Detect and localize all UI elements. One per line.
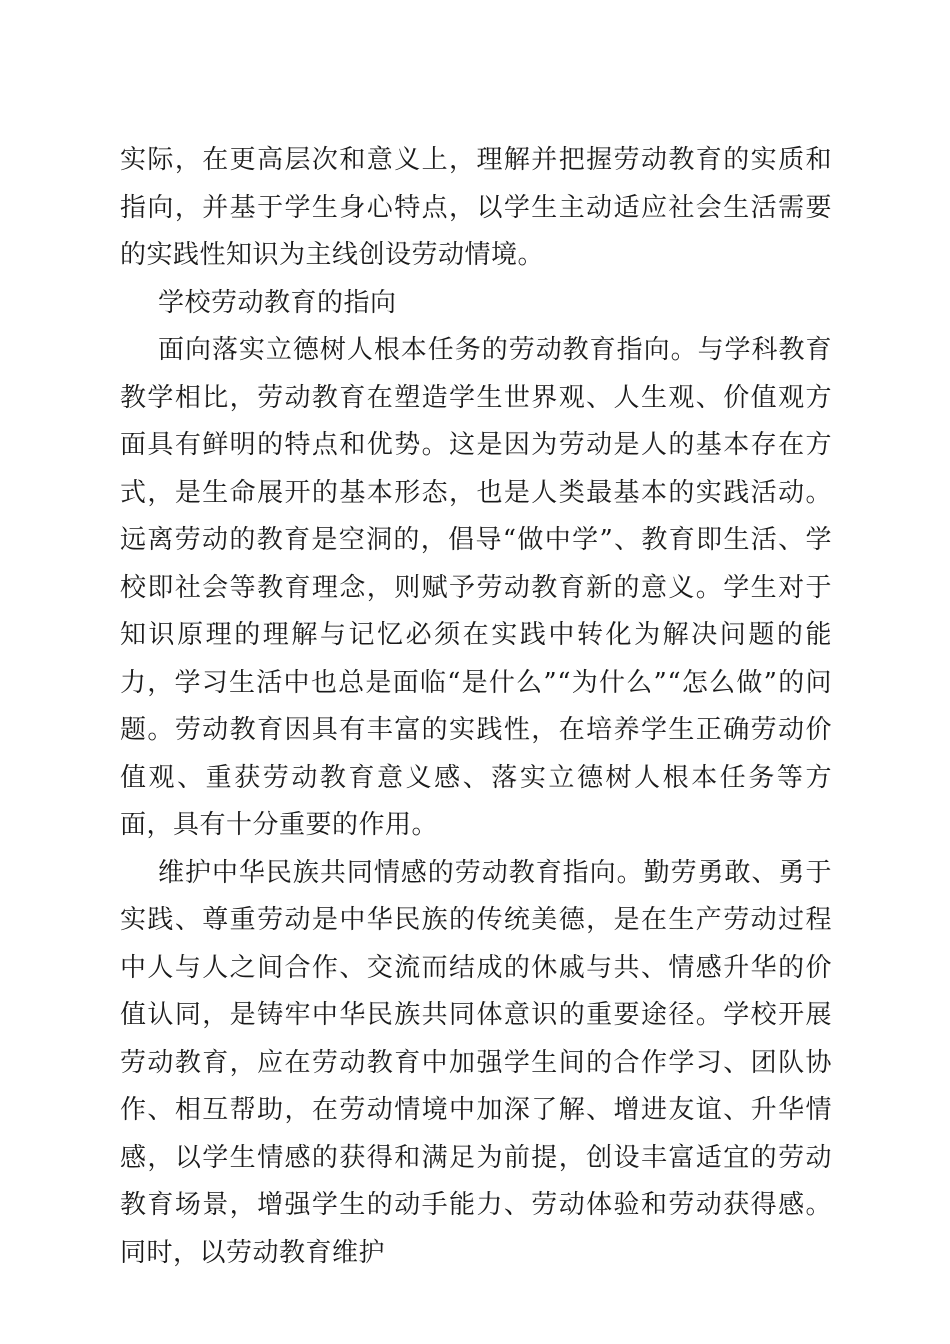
paragraph-continuation: 实际，在更高层次和意义上，理解并把握劳动教育的实质和指向，并基于学生身心特点，以学生主动适应社会生活需要的实践性知识为主线创设劳动情境。 <box>120 145 832 270</box>
paragraph-moral-education: 面向落实立德树人根本任务的劳动教育指向。与学科教育教学相比，劳动教育在塑造学生世界观、人生观、价值观方面具有鲜明的特点和优势。这是因为劳动是人的基本存在方式，是生命展开的基本形态，也是人类最基本的实践活动。远离劳动的教育是空洞的，倡导“做中学”、教育即生活、学校即社会等教育理念，则赋予劳动教育新的意义。学生对于知识原理的理解与记忆必须在实践中转化为解决问题的能力，学习生活中也总是面临“是什么”“为什么”“怎么做”的问题。劳动教育因具有丰富的实践性，在培养学生正确劳动价值观、重获劳动教育意义感、落实立德树人根本任务等方面，具有十分重要的作用。 <box>120 335 832 840</box>
paragraph-national-emotion: 维护中华民族共同情感的劳动教育指向。勤劳勇敢、勇于实践、尊重劳动是中华民族的传统美德，是在生产劳动过程中人与人之间合作、交流而结成的休戚与共、情感升华的价值认同，是铸牢中华民族共同体意识的重要途径。学校开展劳动教育，应在劳动教育中加强学生间的合作学习、团队协作、相互帮助，在劳动情境中加深了解、增进友谊、升华情感，以学生情感的获得和满足为前提，创设丰富适宜的劳动教育场景，增强学生的动手能力、劳动体验和劳动获得感。同时，以劳动教育维护 <box>120 857 832 1268</box>
section-heading: 学校劳动教育的指向 <box>158 287 397 318</box>
document-body <box>120 137 832 1277</box>
